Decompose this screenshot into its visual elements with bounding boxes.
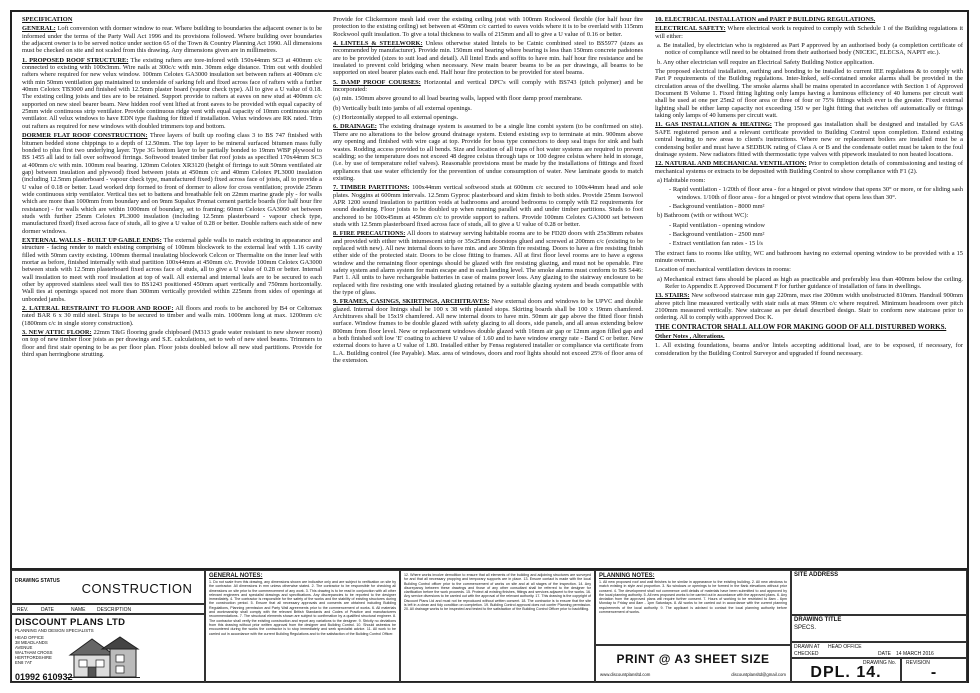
revision-value: - bbox=[930, 664, 938, 681]
spec-heading: 3. NEW ATTIC FLOOR: bbox=[22, 329, 92, 337]
spec-paragraph bbox=[22, 329, 322, 358]
date-label: DATE bbox=[41, 607, 54, 613]
revision-header-row bbox=[10, 604, 205, 614]
planning-notes-title: PLANNING NOTES: bbox=[599, 573, 655, 579]
spec-paragraph bbox=[655, 250, 963, 265]
spec-paragraph bbox=[333, 40, 643, 77]
spec-heading: 8. FIRE PRECAUTIONS: bbox=[333, 230, 406, 238]
print-note-cell bbox=[595, 645, 791, 683]
spec-paragraph bbox=[655, 25, 963, 40]
date-title-label: DATE bbox=[878, 651, 891, 657]
spec-list-item: - Background ventilation - 8000 mm² bbox=[669, 202, 765, 210]
spec-text: Location of mechanical ventilation devices in rooms: bbox=[655, 266, 791, 274]
spec-text: 1. All existing foundations, beams and/or lintels accepting additional load, are to be exposed, if necessary, for consideration by the Building Control Surveyor and upgraded if found necessary. bbox=[655, 342, 963, 357]
spec-text: Loft conversion with dormer window to rear. Where building to boundaries the adjacent owner is to be informed under the terms of the Party Wall Act 1996 and its provisions followed. Where building over boundaries the adjacent owner is to be served notice under section 65 of the Town & Country Planning Act 1990. All dimensions must be checked on site and not scaled from this drawing. Any dimensions given are in millimetres. bbox=[22, 25, 322, 55]
spec-paragraph bbox=[655, 333, 963, 340]
address-line: HERTFORDSHIRE bbox=[15, 655, 52, 661]
spec-paragraph bbox=[655, 324, 963, 331]
drawing-title-value: SPECS. bbox=[794, 625, 817, 631]
general-notes-continued-cell bbox=[400, 570, 595, 683]
rev-label: REV. bbox=[17, 607, 29, 613]
revision-label: REVISION bbox=[906, 660, 930, 666]
planning-notes-cell bbox=[595, 570, 791, 645]
description-label: DESCRIPTION bbox=[97, 607, 132, 613]
spec-heading: 4. LINTELS & STEELWORK: bbox=[333, 40, 423, 48]
section-heading: SPECIFICATION bbox=[22, 16, 73, 23]
house-logo-icon bbox=[66, 633, 140, 679]
spec-paragraph bbox=[333, 95, 643, 102]
spec-text: (a) min. 150mm above ground to all load bearing walls, lapped with floor damp proof membrane. bbox=[333, 95, 583, 103]
spec-text: The existing rafters are tore-infored with 150x44mm SC3 at 400mm c/c connected to existing with 100x3mm. Wire nails at 300c/c with min. 30mm edge distance. Trim out with doubled rafters where required for new velux window. 100mm Celotex GA3000 insulation set between rafters at 400mm c/c with min 50mm ventilation gap maintained to underside of sarking felt and fixed across face of rafters with a further 40mm Celotex TB3000 and finished with 12.5mm plaster board (vapour check type). All to give a U value of 0.18. The existing ceiling joists and ties are to be retained. Support provide to rafters at eaves on new stud at 400mm c/c supported on new steel bearer beam. New hidden roof vent lifted at front eaves to be provided with equal capacity of 25mm wide continuous strip ventilator. Provide continuous ridge vent with equal capacity of 10mm continuous strip ventilator. All velux windows to have EDN type flashing for fitted if installation. Velux windows are RK rated. Trim out rafters as required for new windows with doubled trimmers top and bottom. bbox=[22, 56, 322, 130]
name-label: NAME bbox=[71, 607, 86, 613]
spec-heading: 9. FRAMES, CASINGS, SKIRTINGS, ARCHITRAVES: bbox=[333, 298, 490, 306]
spec-paragraph bbox=[655, 121, 963, 158]
spec-paragraph bbox=[22, 237, 322, 303]
spec-heading: GENERAL: bbox=[22, 25, 56, 33]
spec-heading: 7. TIMBER PARTITIONS: bbox=[333, 184, 410, 192]
print-size-note: PRINT @ A3 SHEET SIZE bbox=[616, 652, 770, 666]
email-text: discountplansltd@gmail.com bbox=[731, 672, 786, 677]
spec-text: Where electrical work is required to comply with Schedule 1 of the Building regulations it will either: bbox=[655, 25, 963, 40]
spec-paragraph bbox=[655, 342, 963, 357]
drawing-number-label: DRAWING No. bbox=[862, 660, 896, 666]
site-address-label: SITE ADDRESS bbox=[794, 572, 839, 578]
spec-paragraph bbox=[333, 79, 643, 94]
spec-text: The existing drainage system is assumed to be a single line combi system (to be confirmed on site). There are no alterations to the below ground drainage system. Extend existing svp to terminate at min. 900mm above any opening and finished with wire cage at top. Provide for boss type connectors to deep seal traps for sink and bath wastes. Rodding access provided to all bends. Size and location of all traps of hot water systems are required to prevent scalding; so the temperature does not exceed 48 degree celsius through taps or 100 degree celsius where held in storage, (i.e. by use of temperature relief valves). Reasonable provisions must be made by the installations of fittings and fixed appliances that use water efficiently for the prevention of undue consumption of water. New laminate goods to match existing. bbox=[333, 123, 643, 182]
spec-text: The proposed electrical installation, earthing and bonding to be installed to current IEE regulations & to comply with Part P requirements of the Building regulations. Inter-linked, self-contained smoke alarms shall be provided in the circulation areas of the dwelling. The smoke alarms shall be mains operated in accordance with Section 1 of Approved Document B Volume 1. Fixed fitting lighting only lamps having a luminous efficiency of 40 lumens per circuit watt shall be used at one per 25m2 of floor area or three of four or 75% fittings which ever is the greater. Fixed external lighting shall be either lamp capacity not exceeding 150 w per light fitting that switches off automatically or fittings taking only lamps of 40 lumens per circuit watt. bbox=[655, 68, 963, 120]
spec-heading: 10. ELECTRICAL INSTALLATION and PART P BUILDING REGULATIONS. bbox=[655, 16, 876, 23]
planning-notes-text: 1. All new proposed roof and wall finishes to be similar in appearance to the existing building. 2. All new windows to match existing in style and proportion. 3. No windows or openings to be formed in the flank elevations without prior consent. 4. The development shall not commence until details of materials have been submitted to and approved by the local planning authority. 5. All new proposed works to be carried out in accordance with the approved plans. 6. Any deviation from the approved plans will require further consent. 7. Hours of working to be restricted to 8am - 6pm Monday to Friday and 8am - 1pm Saturdays. 8. All works to be carried out in accordance with the current planning requirements of the local authority. 9. The applicant is advised to contact the local planning authority before commencement of works. bbox=[599, 580, 787, 615]
spec-heading: 5. DAMP PROOF COURSES: bbox=[333, 78, 421, 86]
revision-cell bbox=[901, 658, 967, 683]
spec-text: (c) Horizontally stepped to all external openings. bbox=[333, 114, 459, 122]
spec-heading: 13. STAIRS: bbox=[655, 292, 690, 300]
date-value: 14 MARCH 2016 bbox=[896, 651, 934, 657]
spec-paragraph bbox=[22, 25, 322, 54]
spec-list-item: b. Any other electrician will require an Electrical Safety Building Notice application. bbox=[657, 58, 875, 66]
spec-text: 100x44mm vertical softwood studs at 600mm c/c secured to 100x44mm head and sole plates. Noggins at 600mm intervals. 12.5mm Gyproc plasterboard and skim finish to both sides. Provide 25mm Isowool APR 1200 sound insulation to partition voids at bathrooms and around bedrooms to comply with E2 requirements for sound deadening. Floor joists to be doubled up when running parallel with and under timber partitions. Studs to foot anchored to be 100x45mm at 450mm c/c to provide support to rafters. Provide 100mm Celotex GA3000 set between studs with 12.5mm plasterboard fixed across face of studs, all to give a U value of 0.28 or better. bbox=[333, 184, 643, 228]
spec-text: Unless otherwise stated lintels to be Catnic combined steel to BS5977 (sizes as recommended by manufacturer). Provide min. 150mm end bearing where bearing is less than 150mm concrete padstones are to be provided (sizes to suit load and detail). All lintel Ends and soffits to have min. half hour fire resistance and be insulated to prevent cold bridging when necessary. New main bearer beams to be as per drawings, all beams to be supported on steel bearer plates each end. Half hour fire protection to be provided for steel beams. bbox=[333, 40, 643, 77]
spec-text: Provide for Clickermore mesh laid over the existing ceiling joist with 100mm Rockwool flexible (for half hour fire protection to the existing ceiling) set between at 450mm c/c carried to eaves voids where it is to be overlaid with 115mm Rockwool quilt insulation. To give a total thickness to walls of 215mm and all to give a U value of 0.16 or better. bbox=[333, 16, 643, 38]
spec-text: Three layers of built up roofing class 3 to BS 747 finished with bitumen bedded stone chippings to a depth of 12.50mm. The top layer to be mineral surfaced bitumen mass fully bonded to plus first two underlying layer. Type 3G bottom layer to be partially bonded to 19mm WBP plywood to BS 1455 all laid to fall over softwood firrings. Softwood treated timber flat roof joists as specified 170x44mm SC3 at 400mm c/c with min. 100mm real bearing. 120mm Celotex XR3120 (height of firrings to suit 50mm ventilated air gap) between insulation and plywood) fixed between joists at 450mm c/c and 40mm Celotex PL3000 insulation (including 12.5mm plasterboard - vapour check type, manufactured fixed) fixed across face of joists, all to provide a U value of 0.18 or better. Lead worked drip formed to front of dormer to allow for cross ventilation; provide 25mm wide continuous strip ventilator. Vertical ties set to battens and breathable felt on 22mm marine grade ply - for walls which are more than 1000mm from boundary and on 9mm Supalux Promat cement particle boards (for half hour fire resistance) - for walls which are within 1000mm of boundary, set to framing; 60mm Celotex GA3060 set between studs with further 25mm Celotex PL3000 insulation (including 12.5mm plasterboard - vapour check type, manufactured fixed) fixed across face of studs, all to give a U value of 0.28 or better. Double rafters each side of new dormer windows. bbox=[22, 132, 322, 235]
drawing-title-cell bbox=[791, 615, 967, 642]
spec-paragraph bbox=[333, 123, 643, 182]
company-cell bbox=[10, 614, 205, 683]
spec-paragraph bbox=[333, 184, 643, 228]
spec-paragraph bbox=[655, 266, 963, 273]
spec-paragraph bbox=[655, 160, 963, 175]
drawing-number-cell bbox=[791, 658, 901, 683]
address-line: HEAD OFFICE bbox=[15, 635, 44, 640]
spec-column-3 bbox=[655, 16, 963, 571]
spec-text: New external doors and windows to be UPVC and double glazed. Internal door linings shall be 100 x 38 with planted stops. Skirting boards shall be 100 x 19mm chamfered. Architraves shall be 15x19 chamfered. All new internal doors to have min. 50mm air gap above the fitted floor finish surface. Window frames to be double glazed with safety glazing to all doors, side panels, and all areas extending below 800mm from floor level. New or replacement windows double glazed with 16mm air gap or 12mm argon filled gap and a both finished soft low 'E' coating to achieve U value of 1.60 and to have window energy rate - Band C or better. New external doors to have a U value of 1.80. Installed either by Fensa registered installer or compliance via certificate from L.A. Building control (fee Payable). Max. area of windows, doors and roof lights should not exceed 25% of floor area of the extension. bbox=[333, 298, 643, 365]
spec-heading: 11. GAS INSTALLATION & HEATING: bbox=[655, 121, 772, 129]
title-block bbox=[10, 568, 969, 683]
company-subtitle: PLANNING AND DESIGN SPECIALISTS bbox=[15, 628, 94, 633]
drawn-at-value: HEAD OFFICE bbox=[828, 644, 862, 650]
spec-text: Prior to completion details of commissioning and testing of mechanical systems or extracts to be deposited with Building Control to show compliance with F1 (2). bbox=[655, 160, 963, 175]
spec-list-item: b) Bathroom (with or without WC): bbox=[657, 212, 749, 220]
drawing-number-value: DPL. 14. bbox=[810, 664, 882, 681]
address-line: EN8 7AT bbox=[15, 660, 33, 666]
spec-heading: 12. NATURAL AND MECHANICAL VENTILATION: bbox=[655, 160, 807, 168]
drawing-title-label: DRAWING TITLE bbox=[794, 617, 842, 623]
spec-paragraph bbox=[333, 16, 643, 38]
drawing-status-cell bbox=[10, 570, 205, 604]
company-phone: 01992 610932 bbox=[15, 672, 73, 682]
spec-text: Horizontal and vertical DPC's will comply with BS743 (pitch polymer) and be incorporated: bbox=[333, 78, 643, 94]
drawn-at-row bbox=[791, 642, 967, 658]
drawing-status-value: CONSTRUCTION bbox=[81, 580, 193, 596]
spec-heading: DORMER FLAT ROOF CONSTRUCTION: bbox=[22, 132, 148, 140]
spec-text: The proposed gas installation shall be designed and installed by GAS SAFE registered person and a relevant certificate provided to Building Control upon completion. Extend existing central heating to new areas to client's instructions. Where new or replacement boilers are installed must be a condensing boiler and must have a SEDBUK rating of Class A or B and the condensate outlet must be taken to the foul drainage system. New radiators fitted with thermostatic type valves with pipework insulated to non heated locations. bbox=[655, 121, 963, 158]
site-address-cell bbox=[791, 570, 967, 615]
spec-list-item: a) Habitable room: bbox=[657, 176, 706, 184]
spec-text: All floors and roofs to be anchored by B4 or Celtomax rated BAR 6 x 30 mild steel. Straps to be secured to timber and walls min. 1000mm long at max. 1200mm c/c (1800mm c/c in single storey construction). bbox=[22, 305, 322, 327]
general-notes-text: 1. Do not scale from this drawing, any dimensions shown are indicative only and are subject to verification on site by the contractor. All dimensions in mm unless otherwise stated. 2. The contractor to be responsible for checking all dimensions on site prior to the commencement of any work. 3. This drawing is to be read in conjunction with all other relevant engineers and specialist drawings and specifications. Any discrepancies to be reported to the designer immediately. 4. The contractor is responsible for the safety of the works and the stability of existing structures during the construction period. 5. Ensure that all necessary approvals and consents are obtained including Building Regulations, Planning permission and Party Wall agreements prior to the commencement of works. 6. All materials and workmanship shall comply with the relevant British Standards and Codes of Practice and manufacturers recommendations. 7. The structural elements shown are subject to confirmation by a qualified structural engineer. 8. The contractor shall verify the existing construction and report any variations to the designer. 9. Strictly no deviations from this drawing without prior written approval from the designer and Building Control. 10. Should asbestos be encountered during the works the contractor is to stop immediately and seek specialist advice. 11. All work to be carried out in accordance with the current Building Regulations and to the satisfaction of the Building Control Officer. bbox=[209, 580, 396, 636]
drawing-status-label: DRAWING STATUS bbox=[15, 578, 60, 584]
spec-paragraph bbox=[655, 68, 963, 119]
drawn-at-label: DRAWN AT bbox=[794, 644, 820, 650]
spec-text: 22mm T&G flooring grade chipboard (M313 grade water resistant to new shower room) on top of new timber floor joists as per drawings and S.E. calculations, set to web of new steel beams. Trimmers to floor and first stair opening to be as per floor plan. Floor joists doubled below all new stud partitions. Provide for third span herringbone strutting. bbox=[22, 329, 322, 359]
general-notes-cell bbox=[205, 570, 400, 683]
spec-paragraph bbox=[333, 230, 643, 296]
spec-paragraph bbox=[655, 292, 963, 321]
spec-paragraph bbox=[333, 114, 643, 121]
spec-list-item: - Rapid ventilation - 1/20th of floor area - for a hinged or pivot window that opens 30° or more, or for sliding sash windows. 1/10th of floor area - for a hinged or pivot window that opens less than 30°. bbox=[669, 186, 963, 201]
spec-text: (b) Vertically built into jambs of all external openings. bbox=[333, 104, 472, 112]
company-address bbox=[15, 635, 65, 666]
spec-list-item: - Extract ventilation fan rates - 15 l/s bbox=[669, 240, 763, 248]
spec-paragraph bbox=[22, 57, 322, 130]
spec-heading: EXTERNAL WALLS - BUILT UP GABLE ENDS: bbox=[22, 236, 162, 244]
spec-heading: 6. DRAINAGE: bbox=[333, 123, 377, 131]
spec-text: The external gable walls to match existing in appearance and structure - facing render to match existing comprising of 100mm blockwork to the external leaf with 1.16 cavity filled with 50mm cavity existing. 100mm thermal insulating blockwork Celcon or Thermalite on the inner leaf with mortar as before, finished internally with stud partition 100x44mm at 450mm c/c. Provide 100mm Celotex GA3000 between studs with 12.5mm plasterboard fixed across face of studs, all to give a U value of 0.28 or better. Internal wall insulation to meet with roof insulation at top of wall. All external and internal leafs are to be secured to each other by approved stainless steel wall ties to BS1243 positioned 450mm apart vertically and 750mm horizontally. Wall ties at openings spaced not more than 300mm vertically provided within 225mm from sides of openings at unbonded jambs. bbox=[22, 236, 322, 303]
general-notes-title: GENERAL NOTES: bbox=[209, 573, 263, 579]
spec-paragraph bbox=[22, 305, 322, 327]
spec-paragraph bbox=[22, 132, 322, 235]
address-line: WALTHAM CROSS bbox=[15, 650, 53, 656]
spec-paragraph bbox=[655, 16, 963, 23]
checked-label: CHECKED bbox=[794, 651, 819, 657]
spec-heading: 1. PROPOSED ROOF STRUCTURE: bbox=[22, 56, 129, 64]
spec-list-item: a) Mechanical extract fans should be placed as high as practicable and preferably less than 400mm below the ceiling. Refer to Appendix E Approved Document F for further guidance of installation of fans in dwellings. bbox=[657, 275, 963, 290]
spec-text: All doors to stairway serving habitable rooms are to be FD20 doors with 25x38mm rebates and provided with either with intumescent strip or 35x25mm doorstops glued and screwed at 200mm c/c (existing to be replaced with new). All new internal doors to have min. and are 30min fire resisting. Doors to have a fire resisting finish either side of the protected stair. Doors to be close fitting to frames. All at first floor level rooms are to have a egress window and the remaining floor openings should be glazed with fire resisting glazing, and must not be openable. Fire safety system and alarm system for main escape and in each landing level. The smoke alarms must conform to BS 5446: Part 1. All units to have rechargeable batteries in case of mains power loss. Any glazing to the stairway enclosure to be replaced with fire resisting one with insulated glazing retained by a suitable glazing system and beads compatible with the type of glass. bbox=[333, 230, 643, 297]
spec-text: The extract fans to rooms like utility, WC and bathroom having no external opening window to be provided with a 15 minute overrun. bbox=[655, 249, 963, 264]
spec-heading: Other Notes , Alterations. bbox=[655, 333, 725, 341]
spec-heading: ELECTRICAL SAFETY: bbox=[655, 25, 726, 33]
spec-paragraph bbox=[333, 105, 643, 112]
spec-list-item: - Rapid ventilation - opening window bbox=[669, 221, 766, 229]
spec-text: New softwood staircase min gap 220mm, max rise 200mm width unobstructed 810mm. Handrail 900mm above pitch line measured vertically with stair rails at max 99mm c/c where required. Minimum headroom over pitch 2100mm measured vertically. New staircase as per detail described design. Stair to conform new staircase prior to ordering. All to comply with approved Doc K. bbox=[655, 292, 963, 322]
address-line: 38 MEADLANDS AVENUE bbox=[15, 640, 48, 651]
spec-column-1 bbox=[22, 16, 322, 571]
spec-paragraph bbox=[333, 298, 643, 364]
spec-column-2 bbox=[333, 16, 643, 571]
company-name: DISCOUNT PLANS LTD bbox=[15, 617, 126, 628]
spec-list-item: a. Be installed, by electrician who is registered as Part P approved by an authorised body (a completion certificate of notice of compliance will need to be obtained from their authorised body (NICEIC, ELECSA, NAPIT etc.). bbox=[657, 42, 963, 57]
website-text: www.discountplansltd.com bbox=[600, 672, 651, 677]
spec-list-item: - Background ventilation - 2500 mm² bbox=[669, 230, 765, 238]
spec-heading: 2. LATERAL RESTRAINT TO FLOOR AND ROOF: bbox=[22, 305, 174, 313]
general-notes-continued-text: 12. Where works involve demolition to ensure that all elements of the building and adjoining structures are surveyed for and that all necessary propping and temporary supports are in place. 13. Ensure contact is made with the local Building Control officer prior to the commencement of works on site and at all stages of the inspection. 14. Any discrepancy between these drawings and those of any other consultant shall be referred to the designer for clarification before the work proceeds. 15. Protect all existing finishes, fittings and services adjacent to the works. 16. Any service diversions to be carried out with the approval of the relevant authority. 17. This drawing is the copyright of Discount Plans Ltd and must not be reproduced without written consent. 18. The contractor is to ensure that the site is left in a clean and tidy condition on completion. 19. Building Control approval does not confer Planning permission. 20. All drainage works to be inspected and tested to the satisfaction of the Building Control Officer prior to backfilling. bbox=[404, 573, 591, 612]
spec-heading: THE CONTRACTOR SHALL ALLOW FOR MAKING GOOD OF ALL DISTURBED WORKS. bbox=[655, 322, 947, 331]
